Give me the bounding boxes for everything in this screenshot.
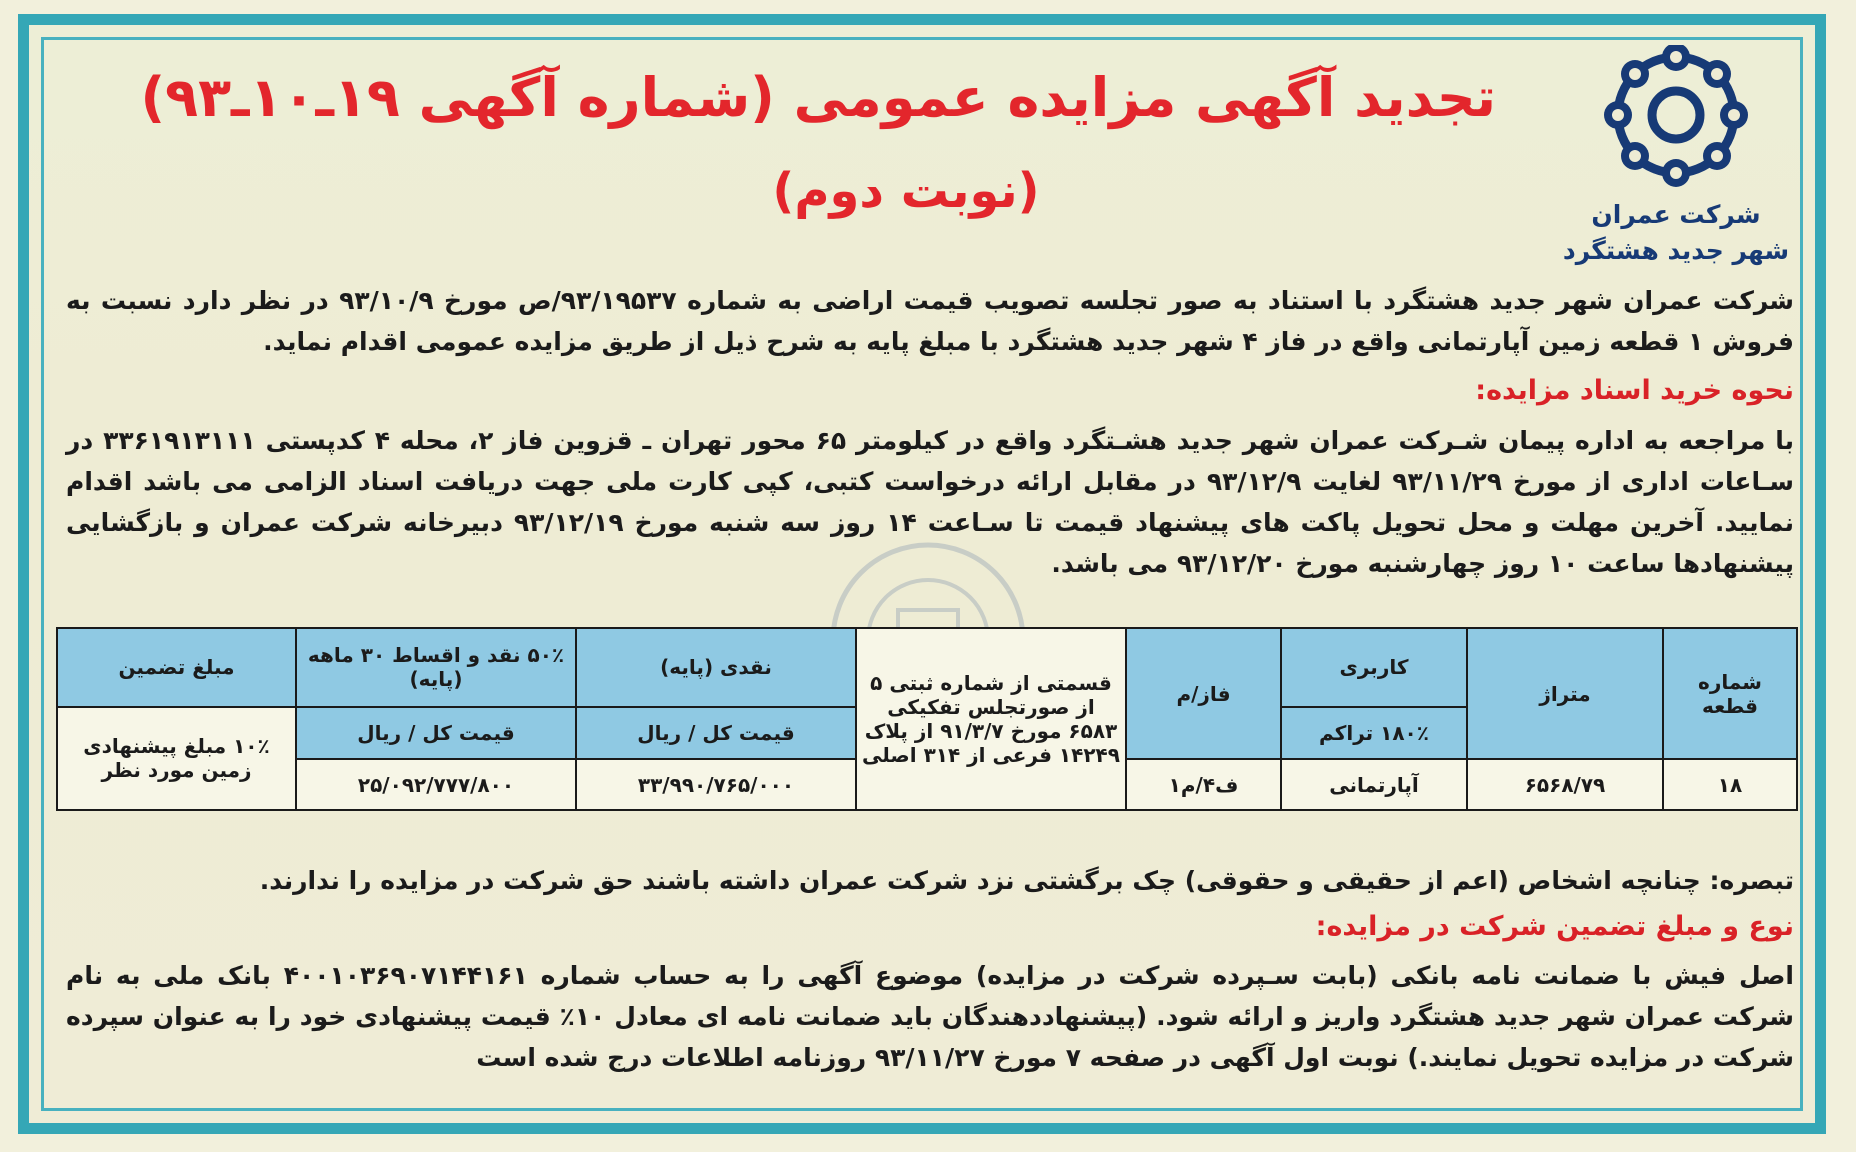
- header-cash-total: قیمت کل / ریال: [576, 707, 856, 760]
- header-plot-no: شماره قطعه: [1663, 628, 1797, 759]
- ad-subtitle: (نوبت دوم): [772, 163, 1040, 219]
- header-area: متراژ: [1467, 628, 1663, 759]
- note-paragraph: تبصره: چنانچه اشخاص (اعم از حقیقی و حقوقی) چک برگشتی نزد شرکت عمران داشته باشند حق شرکت در مزایده را ندارند.: [259, 866, 1794, 895]
- docs-paragraph: با مراجعه به اداره پیمان شـرکت عمران شهر جدید هشـتگرد واقع در کیلومتر ۶۵ محور تهران ـ قزوین فاز ۲، محله ۴ کدپستی ۳۳۶۱۹۱۳۱۱۱ در سـاعات اداری از مورخ ۹۳/۱۱/۲۹ لغایت ۹۳/۱۲/۹ در مقابل ارائه درخواست کتبی، کپی کارت ملی جهت دریافت اسناد الزامی می باشد اقدام نمایید. آخرین مهلت و محل تحویل پاکت های پیشنهاد قیمت تا سـاعت ۱۴ روز سه شنبه مورخ ۹۳/۱۲/۱۹ دبیرخانه شرکت عمران و بازگشایی پیشنهادها ساعت ۱۰ روز چهارشنبه مورخ ۹۳/۱۲/۲۰ می باشد.: [66, 426, 1794, 578]
- bond-paragraph: اصل فیش با ضمانت نامه بانکی (بابت سـپرده شرکت در مزایده) موضوع آگهی را به حساب شماره ۴۰۰۱۰۳۶۹۰۷۱۴۴۱۶۱ بانک ملی به نام شرکت عمران شهر جدید هشتگرد واریز و ارائه شود. (پیشنهاددهندگان باید ضمانت نامه ای معادل ۱۰٪ قیمت پیشنهادی خود را به عنوان سپرده شرکت در مزایده تحویل نمایند.) نوبت اول آگهی در صفحه ۷ مورخ ۹۳/۱۱/۲۷ روزنامه اطلاعات درج شده است: [66, 961, 1794, 1072]
- cell-cash-price: ۳۳/۹۹۰/۷۶۵/۰۰۰: [576, 759, 856, 810]
- cell-usage: آپارتمانی: [1281, 759, 1467, 810]
- docs-heading: نحوه خرید اسناد مزایده:: [1475, 375, 1794, 406]
- bond-heading: نوع و مبلغ تضمین شرکت در مزایده:: [1315, 911, 1794, 942]
- cell-area: ۶۵۶۸/۷۹: [1467, 759, 1663, 810]
- header-installment-total: قیمت کل / ریال: [296, 707, 576, 760]
- cell-phase: ف۴/م۱: [1126, 759, 1281, 810]
- company-logo: [1556, 45, 1796, 275]
- header-usage: کاربری: [1281, 628, 1467, 707]
- intro-paragraph: شرکت عمران شهر جدید هشتگرد با استناد به صور تجلسه تصویب قیمت اراضی به شماره ۹۳/۱۹۵۳۷/ص مورخ ۹۳/۱۰/۹ در نظر دارد نسبت به فروش ۱ قطعه زمین آپارتمانی واقع در فاز ۴ شهر جدید هشتگرد با مبلغ پایه به شرح ذیل از طریق مزایده عمومی اقدام نماید.: [66, 286, 1794, 356]
- header-density: ۱۸۰٪ تراکم: [1281, 707, 1467, 760]
- bid-table: [56, 627, 1798, 811]
- guarantee-value: ۱۰٪ مبلغ پیشنهادی زمین مورد نظر: [57, 707, 296, 810]
- header-installment: ۵۰٪ نقد و اقساط ۳۰ ماهه (پایه): [296, 628, 576, 707]
- company-name-line2: شهر جدید هشتگرد: [1562, 236, 1790, 265]
- ad-title: تجدید آگهی مزایده عمومی (شماره آگهی ۱۹ـ۱۰ـ۹۳): [140, 66, 1496, 129]
- company-emblem-icon: [1596, 45, 1756, 195]
- header-description: قسمتی از شماره ثبتی ۵ از صورتجلس تفکیکی ۶۵۸۳ مورخ ۹۱/۳/۷ از پلاک ۱۴۲۴۹ فرعی از ۳۱۴ اصلی: [856, 628, 1126, 810]
- header-phase: فاز/م: [1126, 628, 1281, 759]
- header-cash: نقدی (پایه): [576, 628, 856, 707]
- company-name-line1: شرکت عمران: [1591, 200, 1761, 229]
- header-guarantee: مبلغ تضمین: [57, 628, 296, 707]
- cell-plot-no: ۱۸: [1663, 759, 1797, 810]
- cell-installment-price: ۲۵/۰۹۲/۷۷۷/۸۰۰: [296, 759, 576, 810]
